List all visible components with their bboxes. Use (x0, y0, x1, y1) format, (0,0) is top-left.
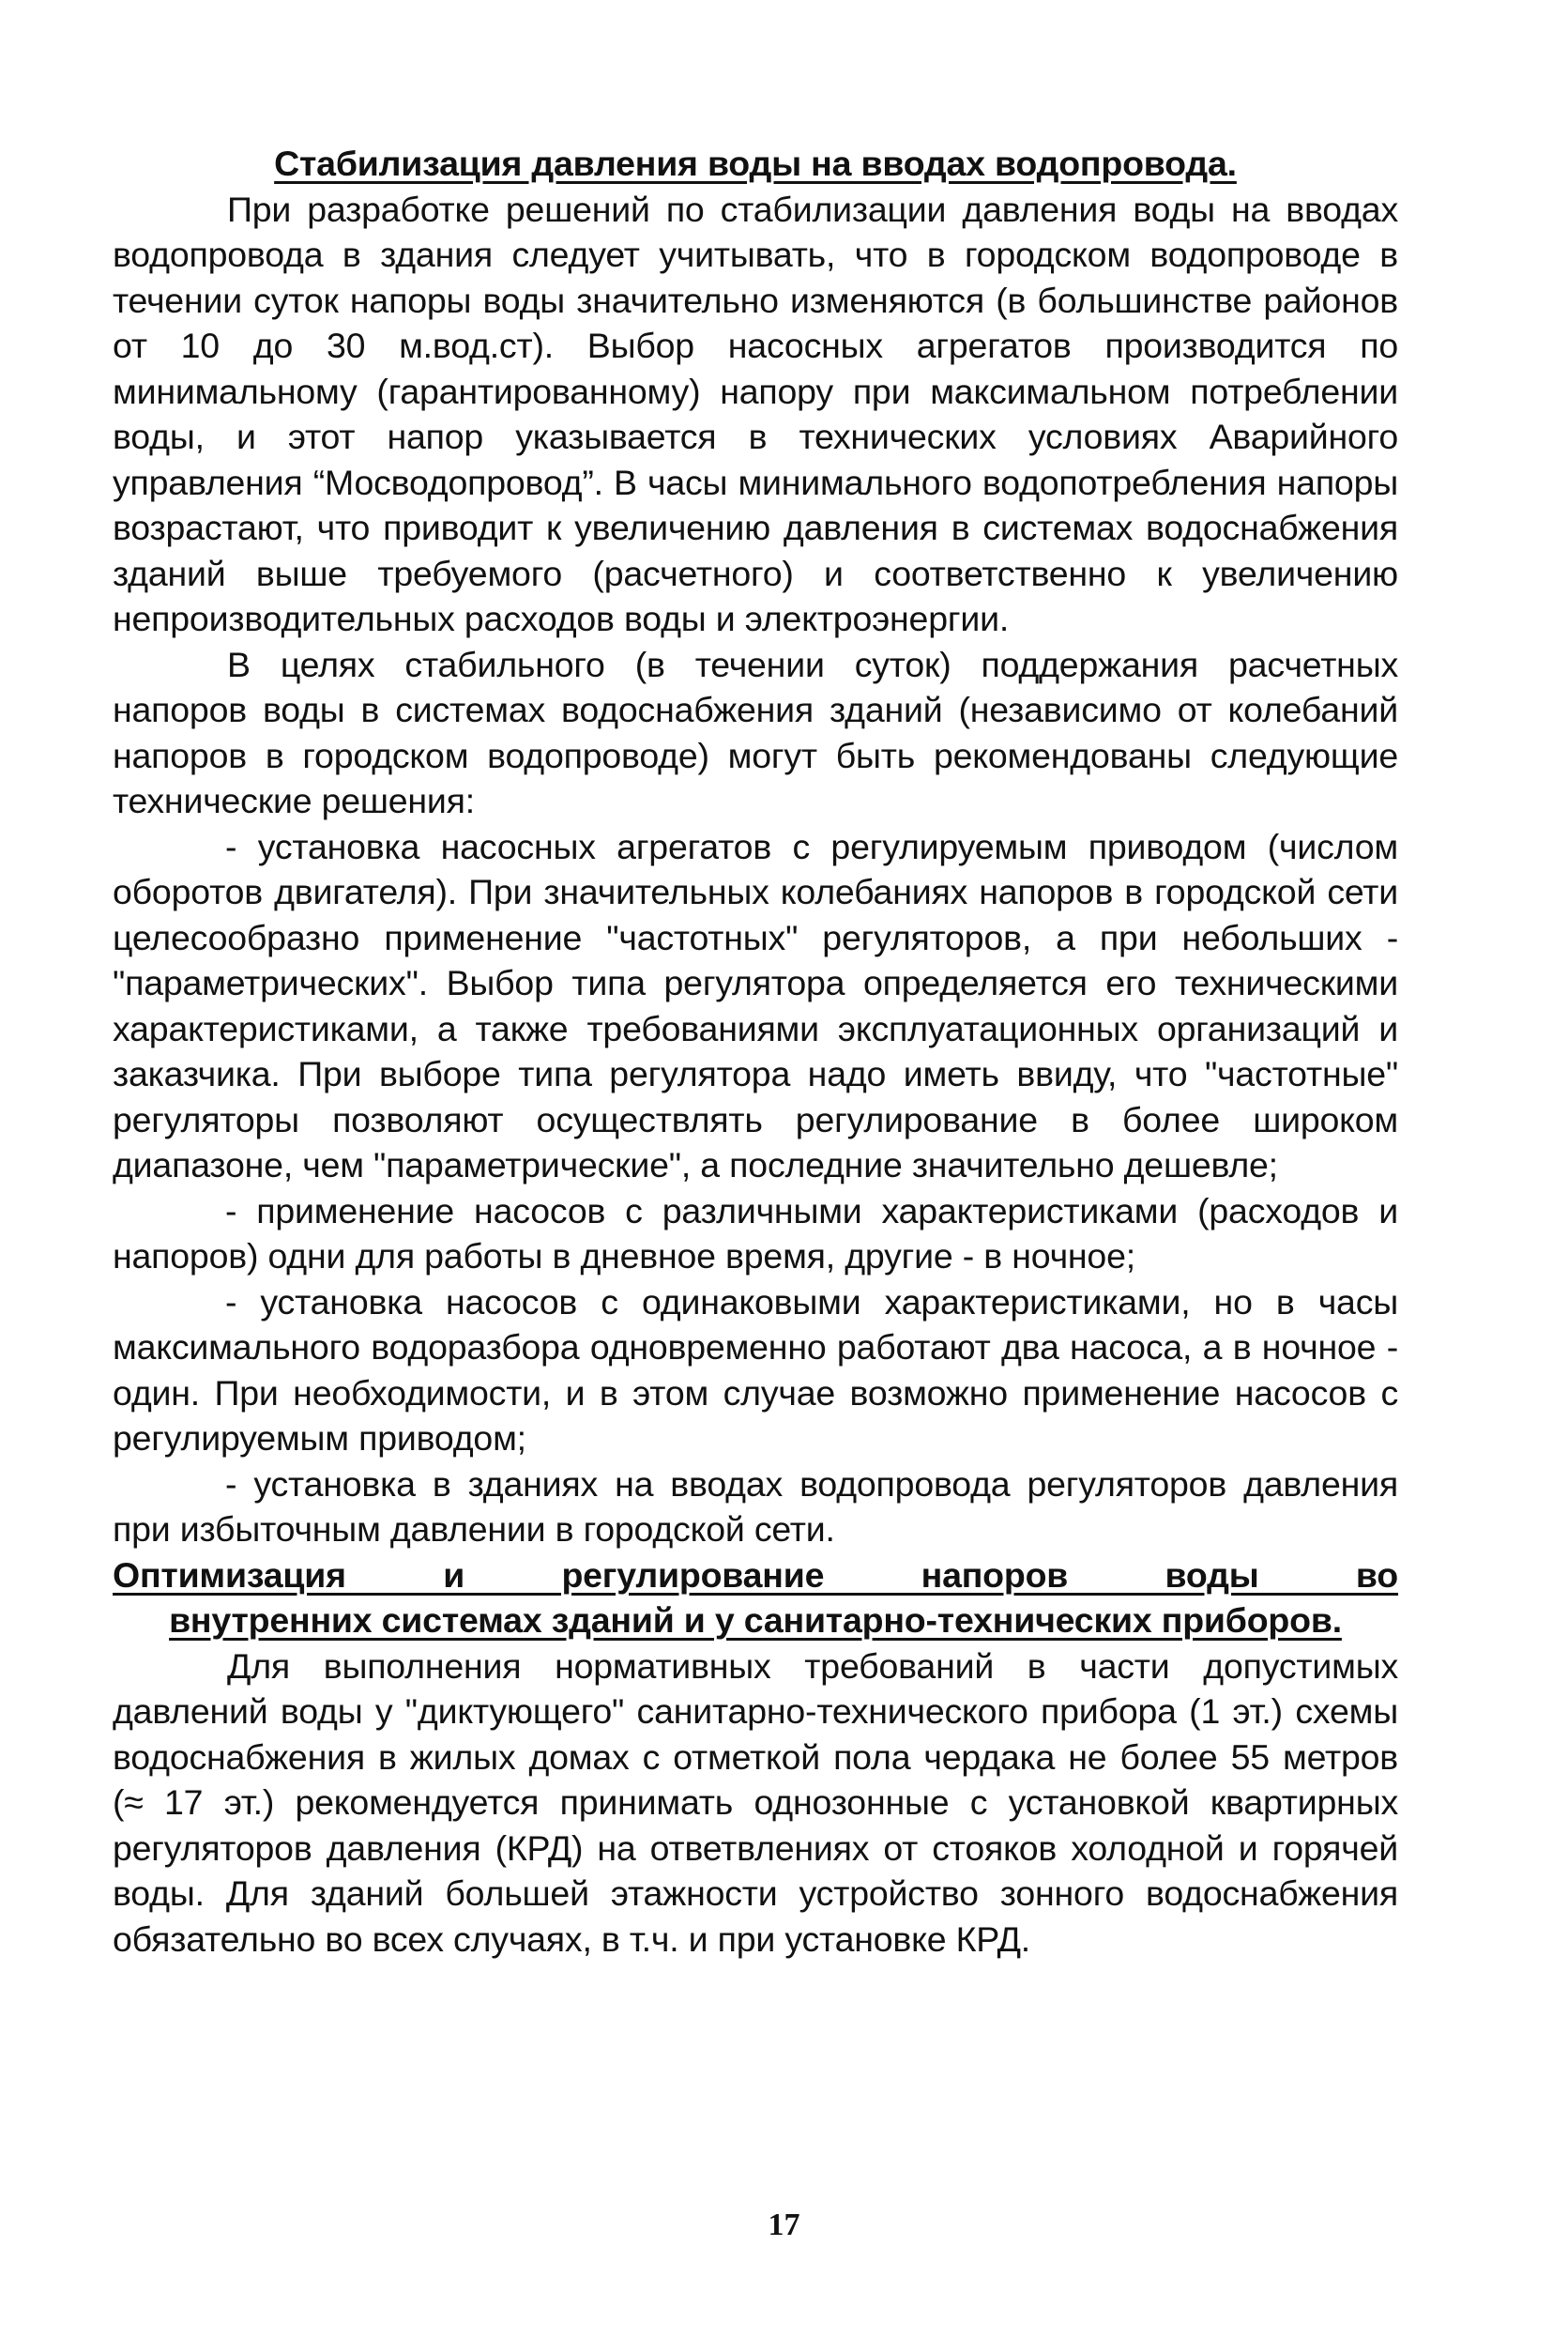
paragraph-zoning: Для выполнения нормативных требований в части допустимых давлений воды у "диктующего" санитарно-технического прибора (1 эт.) схемы водоснабжения в жилых домах с отметкой пола чердака не более 55 метров (≈ 17 эт.) рекомендуется принимать однозонные с установкой квартирных регуляторов давления (КРД) на ответвлениях от стояков холодной и горячей воды. Для зданий большей этажности устройство зонного водоснабжения обязательно во всех случаях, в т.ч. и при установке КРД. (113, 1645, 1398, 1959)
section-heading-stabilization: Стабилизация давления воды на вводах водопровода. (274, 144, 1237, 183)
list-item-different-pumps: - применение насосов с различными характеристиками (расходов и напоров) одни для работы в дневное время, другие - в ночное; (113, 1190, 1398, 1276)
list-item-identical-pumps: - установка насосов с одинаковыми характеристиками, но в часы максимального водоразбора одновременно работают два насоса, а в ночное - один. При необходимости, и в этом случае возможно применение насосов с регулируемым приводом; (113, 1281, 1398, 1458)
section-heading-optimization-line1: Оптимизация и регулирование напоров воды во (113, 1554, 1398, 1595)
section-heading-optimization-line2: внутренних системах зданий и у санитарно-технических приборов. (169, 1600, 1342, 1640)
list-item-regulated-drive: - установка насосных агрегатов с регулируемым приводом (числом оборотов двигателя). При значительных колебаниях напоров в городской сети целесообразно применение "частотных" регуляторов, а при небольших -"параметрических". Выбор типа регулятора определяется его техническими характеристиками, а также требованиями эксплуатационных организаций и заказчика. При выборе типа регулятора надо иметь ввиду, что "частотные" регуляторы позволяют осуществлять регулирование в более широком диапазоне, чем "параметрические", а последние значительно дешевле; (113, 826, 1398, 1184)
list-item-pressure-regulators: - установка в зданиях на вводах водопровода регуляторов давления при избыточным давлении в городской сети. (113, 1463, 1398, 1549)
page-number: 17 (768, 2208, 800, 2242)
paragraph-intro: При разработке решений по стабилизации давления воды на вводах водопровода в здания следует учитывать, что в городском водопроводе в течении суток напоры воды значительно изменяются (в большинстве районов от 10 до 30 м.вод.ст). Выбор насосных агрегатов производится по минимальному (гарантированному) напору при максимальном потреблении воды, и этот напор указывается в технических условиях Аварийного управления “Мосводопровод”. В часы минимального водопотребления напоры возрастают, что приводит к увеличению давления в системах водоснабжения зданий выше требуемого (расчетного) и соответственно к увеличению непроизводительных расходов воды и электроэнергии. (113, 189, 1398, 638)
paragraph-solutions-intro: В целях стабильного (в течении суток) поддержания расчетных напоров воды в системах водоснабжения зданий (независимо от колебаний напоров в городском водопроводе) могут быть рекомендованы следующие технические решения: (113, 644, 1398, 820)
page-body (113, 141, 1398, 1962)
